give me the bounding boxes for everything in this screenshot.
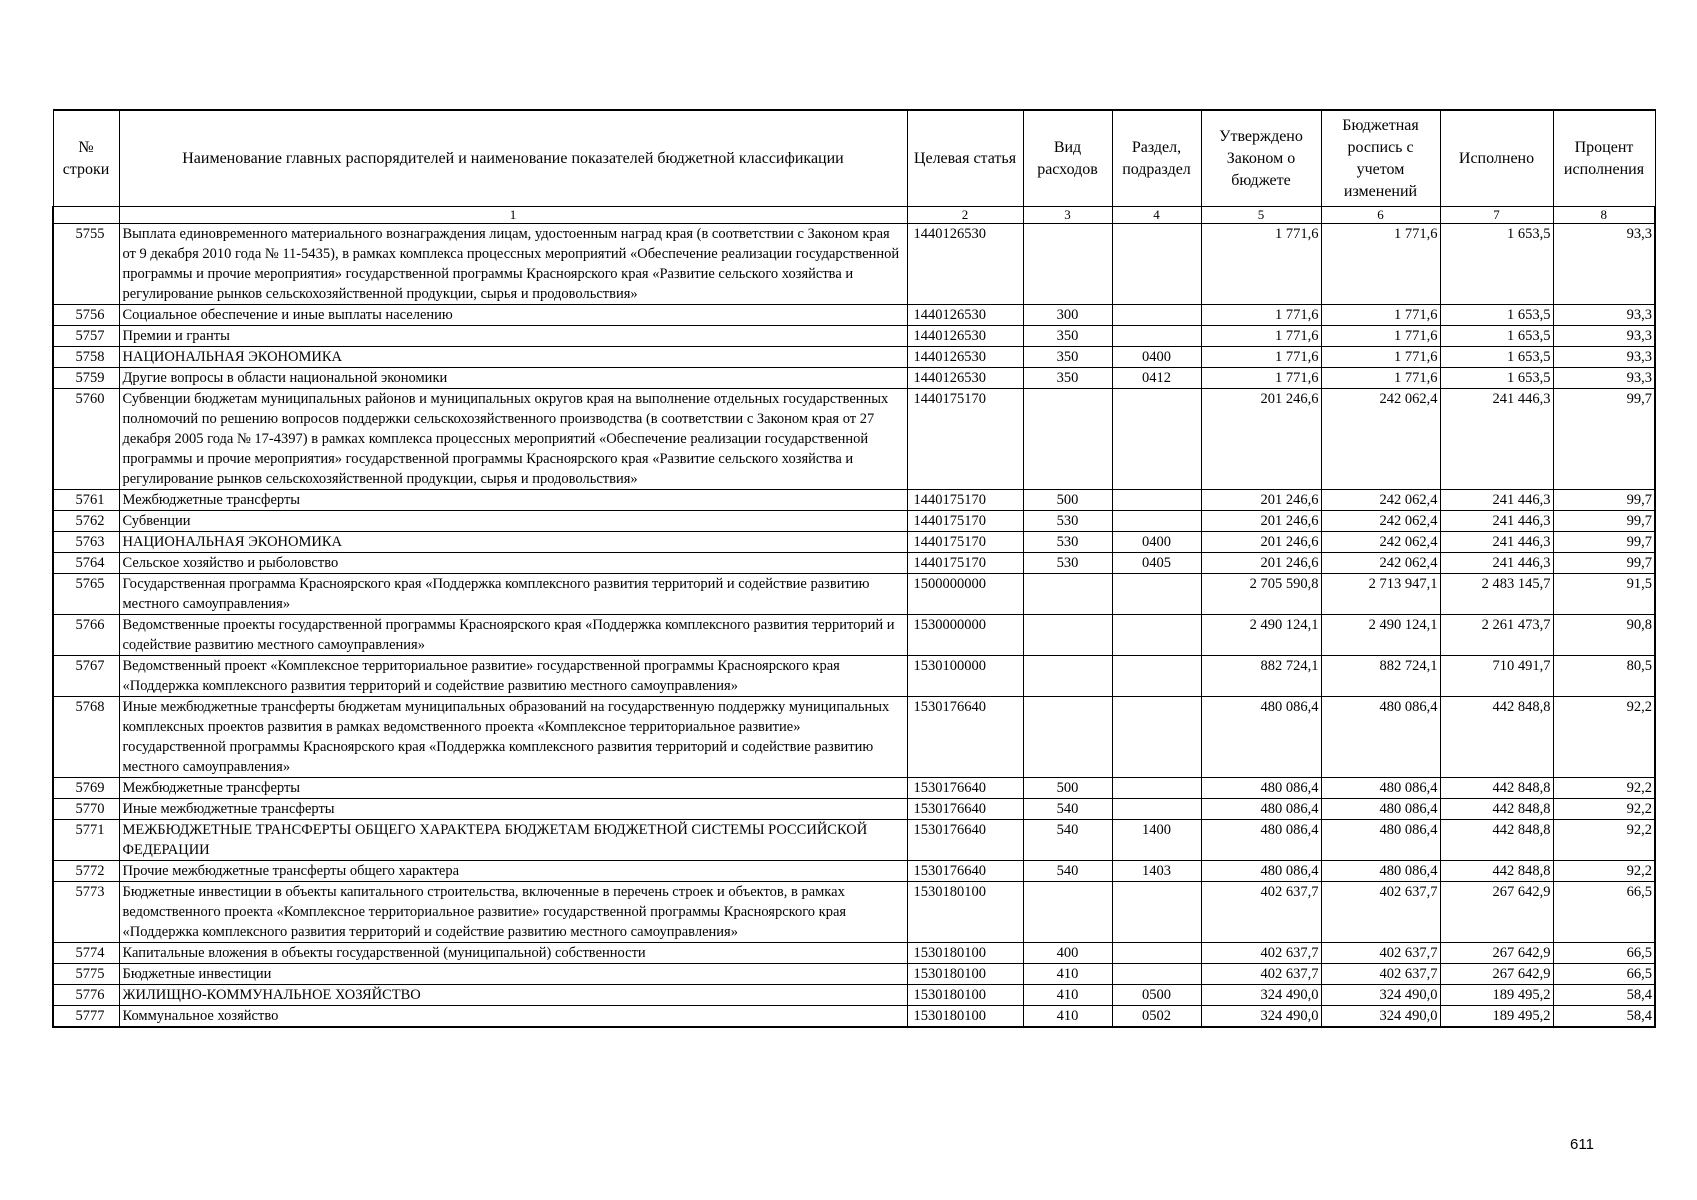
approved-cell: 480 086,4 xyxy=(1201,820,1321,861)
budget-schedule-cell: 1 771,6 xyxy=(1321,224,1440,305)
expense-type-cell xyxy=(1023,697,1112,778)
section-cell xyxy=(1112,697,1201,778)
approved-cell: 1 771,6 xyxy=(1201,305,1321,326)
expense-type-cell: 500 xyxy=(1023,490,1112,511)
percent-cell: 93,3 xyxy=(1553,368,1655,389)
section-cell xyxy=(1112,799,1201,820)
executed-cell: 267 642,9 xyxy=(1440,943,1553,964)
table-row xyxy=(53,985,1655,1006)
table-row xyxy=(53,389,1655,490)
row-number-cell: 5773 xyxy=(53,882,119,943)
name-cell: НАЦИОНАЛЬНАЯ ЭКОНОМИКА xyxy=(119,532,907,553)
target-article-cell: 1530176640 xyxy=(907,861,1023,882)
executed-cell: 1 653,5 xyxy=(1440,368,1553,389)
table-row xyxy=(53,799,1655,820)
target-article-cell: 1440175170 xyxy=(907,389,1023,490)
expense-type-cell: 400 xyxy=(1023,943,1112,964)
percent-cell: 93,3 xyxy=(1553,326,1655,347)
section-cell xyxy=(1112,964,1201,985)
percent-cell: 58,4 xyxy=(1553,1006,1655,1028)
table-row xyxy=(53,305,1655,326)
percent-cell: 99,7 xyxy=(1553,389,1655,490)
expense-type-cell: 410 xyxy=(1023,1006,1112,1028)
table-header-row xyxy=(53,110,1655,207)
target-article-cell: 1440126530 xyxy=(907,224,1023,305)
budget-schedule-cell: 1 771,6 xyxy=(1321,326,1440,347)
executed-cell: 267 642,9 xyxy=(1440,882,1553,943)
expense-type-cell xyxy=(1023,224,1112,305)
executed-cell: 442 848,8 xyxy=(1440,861,1553,882)
target-article-cell: 1530180100 xyxy=(907,1006,1023,1028)
section-cell: 1400 xyxy=(1112,820,1201,861)
target-article-cell: 1440175170 xyxy=(907,490,1023,511)
name-cell: Субвенции xyxy=(119,511,907,532)
approved-cell: 402 637,7 xyxy=(1201,943,1321,964)
budget-execution-table xyxy=(52,109,1656,1028)
section-cell xyxy=(1112,882,1201,943)
budget-schedule-cell: 480 086,4 xyxy=(1321,697,1440,778)
budget-schedule-cell: 480 086,4 xyxy=(1321,778,1440,799)
name-cell: Ведомственный проект «Комплексное территориальное развитие» государственной программы Красноярского края «Поддержка комплексного развития территорий и содействие развитию местного самоуправления» xyxy=(119,656,907,697)
target-article-cell: 1530176640 xyxy=(907,778,1023,799)
executed-cell: 189 495,2 xyxy=(1440,1006,1553,1028)
name-cell: Социальное обеспечение и иные выплаты населению xyxy=(119,305,907,326)
approved-cell: 1 771,6 xyxy=(1201,347,1321,368)
row-number-cell: 5768 xyxy=(53,697,119,778)
column-number: 1 xyxy=(119,207,907,224)
approved-cell: 201 246,6 xyxy=(1201,490,1321,511)
percent-cell: 93,3 xyxy=(1553,347,1655,368)
target-article-cell: 1530176640 xyxy=(907,820,1023,861)
approved-cell: 480 086,4 xyxy=(1201,697,1321,778)
header-budget-schedule: Бюджетная роспись с учетом изменений xyxy=(1321,110,1440,207)
name-cell: Коммунальное хозяйство xyxy=(119,1006,907,1028)
approved-cell: 402 637,7 xyxy=(1201,964,1321,985)
row-number-cell: 5765 xyxy=(53,574,119,615)
name-cell: Бюджетные инвестиции xyxy=(119,964,907,985)
column-number-blank xyxy=(53,207,119,224)
percent-cell: 92,2 xyxy=(1553,697,1655,778)
budget-schedule-cell: 242 062,4 xyxy=(1321,553,1440,574)
approved-cell: 1 771,6 xyxy=(1201,326,1321,347)
budget-schedule-cell: 480 086,4 xyxy=(1321,861,1440,882)
section-cell: 0400 xyxy=(1112,532,1201,553)
approved-cell: 882 724,1 xyxy=(1201,656,1321,697)
approved-cell: 1 771,6 xyxy=(1201,224,1321,305)
target-article-cell: 1530180100 xyxy=(907,943,1023,964)
target-article-cell: 1440126530 xyxy=(907,368,1023,389)
budget-schedule-cell: 2 490 124,1 xyxy=(1321,615,1440,656)
table-row xyxy=(53,532,1655,553)
row-number-cell: 5769 xyxy=(53,778,119,799)
executed-cell: 442 848,8 xyxy=(1440,820,1553,861)
budget-schedule-cell: 480 086,4 xyxy=(1321,820,1440,861)
row-number-cell: 5759 xyxy=(53,368,119,389)
executed-cell: 710 491,7 xyxy=(1440,656,1553,697)
approved-cell: 2 705 590,8 xyxy=(1201,574,1321,615)
name-cell: Государственная программа Красноярского края «Поддержка комплексного развития территорий и содействие развитию местного самоуправления» xyxy=(119,574,907,615)
name-cell: МЕЖБЮДЖЕТНЫЕ ТРАНСФЕРТЫ ОБЩЕГО ХАРАКТЕРА БЮДЖЕТАМ БЮДЖЕТНОЙ СИСТЕМЫ РОССИЙСКОЙ ФЕДЕРАЦИИ xyxy=(119,820,907,861)
table-row xyxy=(53,511,1655,532)
approved-cell: 402 637,7 xyxy=(1201,882,1321,943)
target-article-cell: 1440175170 xyxy=(907,532,1023,553)
expense-type-cell xyxy=(1023,656,1112,697)
target-article-cell: 1440126530 xyxy=(907,305,1023,326)
percent-cell: 92,2 xyxy=(1553,778,1655,799)
approved-cell: 1 771,6 xyxy=(1201,368,1321,389)
section-cell xyxy=(1112,511,1201,532)
row-number-cell: 5775 xyxy=(53,964,119,985)
expense-type-cell: 350 xyxy=(1023,368,1112,389)
budget-schedule-cell: 242 062,4 xyxy=(1321,511,1440,532)
percent-cell: 90,8 xyxy=(1553,615,1655,656)
target-article-cell: 1530176640 xyxy=(907,697,1023,778)
row-number-cell: 5776 xyxy=(53,985,119,1006)
executed-cell: 1 653,5 xyxy=(1440,224,1553,305)
page-number: 611 xyxy=(1570,1136,1594,1153)
column-number: 2 xyxy=(907,207,1023,224)
name-cell: Сельское хозяйство и рыболовство xyxy=(119,553,907,574)
executed-cell: 2 483 145,7 xyxy=(1440,574,1553,615)
row-number-cell: 5761 xyxy=(53,490,119,511)
percent-cell: 92,2 xyxy=(1553,799,1655,820)
percent-cell: 80,5 xyxy=(1553,656,1655,697)
approved-cell: 480 086,4 xyxy=(1201,861,1321,882)
executed-cell: 241 446,3 xyxy=(1440,532,1553,553)
percent-cell: 58,4 xyxy=(1553,985,1655,1006)
section-cell xyxy=(1112,326,1201,347)
header-section: Раздел, подраздел xyxy=(1112,110,1201,207)
table-row xyxy=(53,615,1655,656)
column-number: 7 xyxy=(1440,207,1553,224)
table-row xyxy=(53,964,1655,985)
executed-cell: 2 261 473,7 xyxy=(1440,615,1553,656)
section-cell xyxy=(1112,943,1201,964)
target-article-cell: 1530000000 xyxy=(907,615,1023,656)
name-cell: Ведомственные проекты государственной программы Красноярского края «Поддержка комплексного развития территорий и содействие развитию местного самоуправления» xyxy=(119,615,907,656)
expense-type-cell: 350 xyxy=(1023,326,1112,347)
approved-cell: 201 246,6 xyxy=(1201,511,1321,532)
approved-cell: 324 490,0 xyxy=(1201,985,1321,1006)
expense-type-cell: 530 xyxy=(1023,553,1112,574)
budget-schedule-cell: 324 490,0 xyxy=(1321,1006,1440,1028)
section-cell xyxy=(1112,490,1201,511)
table-row xyxy=(53,778,1655,799)
row-number-cell: 5762 xyxy=(53,511,119,532)
row-number-cell: 5758 xyxy=(53,347,119,368)
percent-cell: 93,3 xyxy=(1553,224,1655,305)
percent-cell: 93,3 xyxy=(1553,305,1655,326)
name-cell: Другие вопросы в области национальной экономики xyxy=(119,368,907,389)
row-number-cell: 5755 xyxy=(53,224,119,305)
row-number-cell: 5774 xyxy=(53,943,119,964)
percent-cell: 92,2 xyxy=(1553,820,1655,861)
budget-schedule-cell: 242 062,4 xyxy=(1321,389,1440,490)
section-cell: 0502 xyxy=(1112,1006,1201,1028)
column-number: 4 xyxy=(1112,207,1201,224)
row-number-cell: 5757 xyxy=(53,326,119,347)
executed-cell: 1 653,5 xyxy=(1440,347,1553,368)
budget-schedule-cell: 242 062,4 xyxy=(1321,532,1440,553)
budget-schedule-cell: 402 637,7 xyxy=(1321,943,1440,964)
expense-type-cell: 350 xyxy=(1023,347,1112,368)
budget-schedule-cell: 480 086,4 xyxy=(1321,799,1440,820)
name-cell: НАЦИОНАЛЬНАЯ ЭКОНОМИКА xyxy=(119,347,907,368)
table-row xyxy=(53,326,1655,347)
approved-cell: 201 246,6 xyxy=(1201,553,1321,574)
approved-cell: 480 086,4 xyxy=(1201,778,1321,799)
expense-type-cell: 540 xyxy=(1023,799,1112,820)
target-article-cell: 1500000000 xyxy=(907,574,1023,615)
target-article-cell: 1530100000 xyxy=(907,656,1023,697)
budget-schedule-cell: 324 490,0 xyxy=(1321,985,1440,1006)
target-article-cell: 1530180100 xyxy=(907,985,1023,1006)
row-number-cell: 5770 xyxy=(53,799,119,820)
expense-type-cell: 530 xyxy=(1023,511,1112,532)
name-cell: Выплата единовременного материального вознаграждения лицам, удостоенным наград края (в соответствии с Законом края от 9 декабря 2010 года № 11-5435), в рамках комплекса процессных мероприятий «Обеспечение реализации государственной программы и прочие мероприятия» государственной программы Красноярского края «Развитие сельского хозяйства и регулирование рынков сельскохозяйственной продукции, сырья и продовольствия» xyxy=(119,224,907,305)
table-row xyxy=(53,368,1655,389)
target-article-cell: 1440175170 xyxy=(907,511,1023,532)
table-row xyxy=(53,224,1655,305)
target-article-cell: 1530180100 xyxy=(907,964,1023,985)
percent-cell: 99,7 xyxy=(1553,490,1655,511)
table-row xyxy=(53,347,1655,368)
header-percent: Процент исполнения xyxy=(1553,110,1655,207)
approved-cell: 2 490 124,1 xyxy=(1201,615,1321,656)
section-cell xyxy=(1112,305,1201,326)
target-article-cell: 1440126530 xyxy=(907,326,1023,347)
name-cell: Межбюджетные трансферты xyxy=(119,490,907,511)
approved-cell: 480 086,4 xyxy=(1201,799,1321,820)
budget-schedule-cell: 242 062,4 xyxy=(1321,490,1440,511)
name-cell: Иные межбюджетные трансферты бюджетам муниципальных образований на государственную поддержку муниципальных комплексных проектов развития в рамках ведомственного проекта «Комплексное территориальное развитие» государственной программы Красноярского края «Поддержка комплексного развития территорий и содействие развитию местного самоуправления» xyxy=(119,697,907,778)
column-number: 8 xyxy=(1553,207,1655,224)
name-cell: Капитальные вложения в объекты государственной (муниципальной) собственности xyxy=(119,943,907,964)
budget-schedule-cell: 2 713 947,1 xyxy=(1321,574,1440,615)
executed-cell: 442 848,8 xyxy=(1440,799,1553,820)
name-cell: Прочие межбюджетные трансферты общего характера xyxy=(119,861,907,882)
column-number: 5 xyxy=(1201,207,1321,224)
target-article-cell: 1530176640 xyxy=(907,799,1023,820)
row-number-cell: 5771 xyxy=(53,820,119,861)
table-row xyxy=(53,882,1655,943)
name-cell: Субвенции бюджетам муниципальных районов и муниципальных округов края на выполнение отдельных государственных полномочий по решению вопросов поддержки сельскохозяйственного производства (в соответствии с Законом края от 27 декабря 2005 года № 17-4397) в рамках комплекса процессных мероприятий «Обеспечение реализации государственной программы и прочие мероприятия» государственной программы Красноярского края «Развитие сельского хозяйства и регулирование рынков сельскохозяйственной продукции, сырья и продовольствия» xyxy=(119,389,907,490)
name-cell: ЖИЛИЩНО-КОММУНАЛЬНОЕ ХОЗЯЙСТВО xyxy=(119,985,907,1006)
expense-type-cell xyxy=(1023,389,1112,490)
expense-type-cell xyxy=(1023,615,1112,656)
target-article-cell: 1440126530 xyxy=(907,347,1023,368)
table-body xyxy=(53,224,1655,1028)
row-number-cell: 5756 xyxy=(53,305,119,326)
percent-cell: 99,7 xyxy=(1553,553,1655,574)
name-cell: Премии и гранты xyxy=(119,326,907,347)
percent-cell: 92,2 xyxy=(1553,861,1655,882)
approved-cell: 324 490,0 xyxy=(1201,1006,1321,1028)
expense-type-cell: 410 xyxy=(1023,964,1112,985)
section-cell xyxy=(1112,778,1201,799)
section-cell: 0405 xyxy=(1112,553,1201,574)
header-name: Наименование главных распорядителей и наименование показателей бюджетной классификации xyxy=(119,110,907,207)
name-cell: Межбюджетные трансферты xyxy=(119,778,907,799)
header-executed: Исполнено xyxy=(1440,110,1553,207)
section-cell: 0400 xyxy=(1112,347,1201,368)
expense-type-cell xyxy=(1023,574,1112,615)
section-cell: 0500 xyxy=(1112,985,1201,1006)
percent-cell: 99,7 xyxy=(1553,511,1655,532)
percent-cell: 99,7 xyxy=(1553,532,1655,553)
row-number-cell: 5760 xyxy=(53,389,119,490)
executed-cell: 241 446,3 xyxy=(1440,511,1553,532)
table-row xyxy=(53,820,1655,861)
header-expense-type: Вид расходов xyxy=(1023,110,1112,207)
percent-cell: 91,5 xyxy=(1553,574,1655,615)
table-row xyxy=(53,656,1655,697)
percent-cell: 66,5 xyxy=(1553,882,1655,943)
approved-cell: 201 246,6 xyxy=(1201,389,1321,490)
expense-type-cell: 500 xyxy=(1023,778,1112,799)
table-row xyxy=(53,1006,1655,1028)
expense-type-cell: 540 xyxy=(1023,820,1112,861)
budget-schedule-cell: 402 637,7 xyxy=(1321,964,1440,985)
budget-schedule-cell: 882 724,1 xyxy=(1321,656,1440,697)
table-row xyxy=(53,553,1655,574)
executed-cell: 241 446,3 xyxy=(1440,553,1553,574)
table-row xyxy=(53,943,1655,964)
row-number-cell: 5767 xyxy=(53,656,119,697)
target-article-cell: 1440175170 xyxy=(907,553,1023,574)
table-row xyxy=(53,574,1655,615)
target-article-cell: 1530180100 xyxy=(907,882,1023,943)
expense-type-cell xyxy=(1023,882,1112,943)
expense-type-cell: 530 xyxy=(1023,532,1112,553)
expense-type-cell: 540 xyxy=(1023,861,1112,882)
row-number-cell: 5764 xyxy=(53,553,119,574)
executed-cell: 442 848,8 xyxy=(1440,778,1553,799)
section-cell xyxy=(1112,574,1201,615)
expense-type-cell: 300 xyxy=(1023,305,1112,326)
column-number: 3 xyxy=(1023,207,1112,224)
header-row-number: № строки xyxy=(53,110,119,207)
budget-schedule-cell: 1 771,6 xyxy=(1321,368,1440,389)
section-cell xyxy=(1112,615,1201,656)
header-approved: Утверждено Законом о бюджете xyxy=(1201,110,1321,207)
row-number-cell: 5777 xyxy=(53,1006,119,1028)
percent-cell: 66,5 xyxy=(1553,943,1655,964)
budget-schedule-cell: 1 771,6 xyxy=(1321,305,1440,326)
budget-schedule-cell: 1 771,6 xyxy=(1321,347,1440,368)
column-number-row xyxy=(53,207,1655,224)
executed-cell: 241 446,3 xyxy=(1440,389,1553,490)
executed-cell: 267 642,9 xyxy=(1440,964,1553,985)
section-cell xyxy=(1112,389,1201,490)
percent-cell: 66,5 xyxy=(1553,964,1655,985)
approved-cell: 201 246,6 xyxy=(1201,532,1321,553)
executed-cell: 1 653,5 xyxy=(1440,305,1553,326)
executed-cell: 442 848,8 xyxy=(1440,697,1553,778)
row-number-cell: 5766 xyxy=(53,615,119,656)
header-target-article: Целевая статья xyxy=(907,110,1023,207)
name-cell: Иные межбюджетные трансферты xyxy=(119,799,907,820)
section-cell: 1403 xyxy=(1112,861,1201,882)
table-row xyxy=(53,697,1655,778)
section-cell xyxy=(1112,656,1201,697)
table-row xyxy=(53,490,1655,511)
section-cell: 0412 xyxy=(1112,368,1201,389)
executed-cell: 189 495,2 xyxy=(1440,985,1553,1006)
table-row xyxy=(53,861,1655,882)
executed-cell: 241 446,3 xyxy=(1440,490,1553,511)
column-number: 6 xyxy=(1321,207,1440,224)
budget-schedule-cell: 402 637,7 xyxy=(1321,882,1440,943)
row-number-cell: 5772 xyxy=(53,861,119,882)
executed-cell: 1 653,5 xyxy=(1440,326,1553,347)
section-cell xyxy=(1112,224,1201,305)
expense-type-cell: 410 xyxy=(1023,985,1112,1006)
name-cell: Бюджетные инвестиции в объекты капитального строительства, включенные в перечень строек и объектов, в рамках ведомственного проекта «Комплексное территориальное развитие» государственной программы Красноярского края «Поддержка комплексного развития территорий и содействие развитию местного самоуправления» xyxy=(119,882,907,943)
row-number-cell: 5763 xyxy=(53,532,119,553)
